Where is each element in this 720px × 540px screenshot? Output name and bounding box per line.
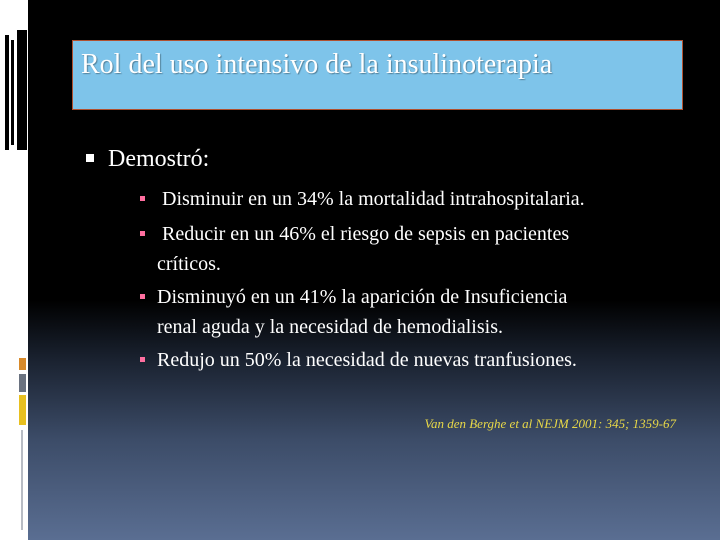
sub-bullet-text: Disminuyó en un 41% la aparición de Insuficiencia: [157, 286, 568, 308]
decor-bar-black-1: [17, 30, 27, 150]
sub-bullet-1: [140, 184, 700, 214]
bullet-heading: Demostró:: [108, 146, 210, 172]
pink-bullet-icon: [140, 196, 145, 201]
sub-bullet-text: Disminuir en un 34% la mortalidad intrahospitalaria.: [157, 188, 585, 210]
decor-bar-black-2: [5, 35, 9, 150]
decor-bar-thin-1: [21, 430, 23, 530]
sub-bullet-4: [140, 345, 700, 375]
decor-bar-black-3: [11, 40, 14, 145]
citation: Van den Berghe et al NEJM 2001: 345; 1359-67: [424, 416, 676, 431]
decor-bar-orange: [19, 358, 26, 370]
decor-bar-gray: [19, 374, 26, 392]
sub-bullet-text: Reducir en un 46% el riesgo de sepsis en pacientes: [157, 223, 570, 245]
sub-bullet-text-cont: renal aguda y la necesidad de hemodialisis.: [157, 316, 503, 338]
pink-bullet-icon: [140, 231, 145, 236]
sub-bullet-3: [140, 282, 700, 342]
sub-bullet-text: Redujo un 50% la necesidad de nuevas tranfusiones.: [157, 349, 577, 371]
title-box: [72, 40, 683, 110]
main-bullet: [86, 146, 209, 173]
square-bullet-icon: [86, 154, 94, 162]
sub-bullet-2: [140, 219, 700, 279]
pink-bullet-icon: [140, 294, 145, 299]
sub-bullet-text-cont: críticos.: [157, 253, 221, 275]
slide-title: Rol del uso intensivo de la insulinoterapia: [81, 49, 553, 80]
pink-bullet-icon: [140, 357, 145, 362]
decor-bar-yellow: [19, 395, 26, 425]
